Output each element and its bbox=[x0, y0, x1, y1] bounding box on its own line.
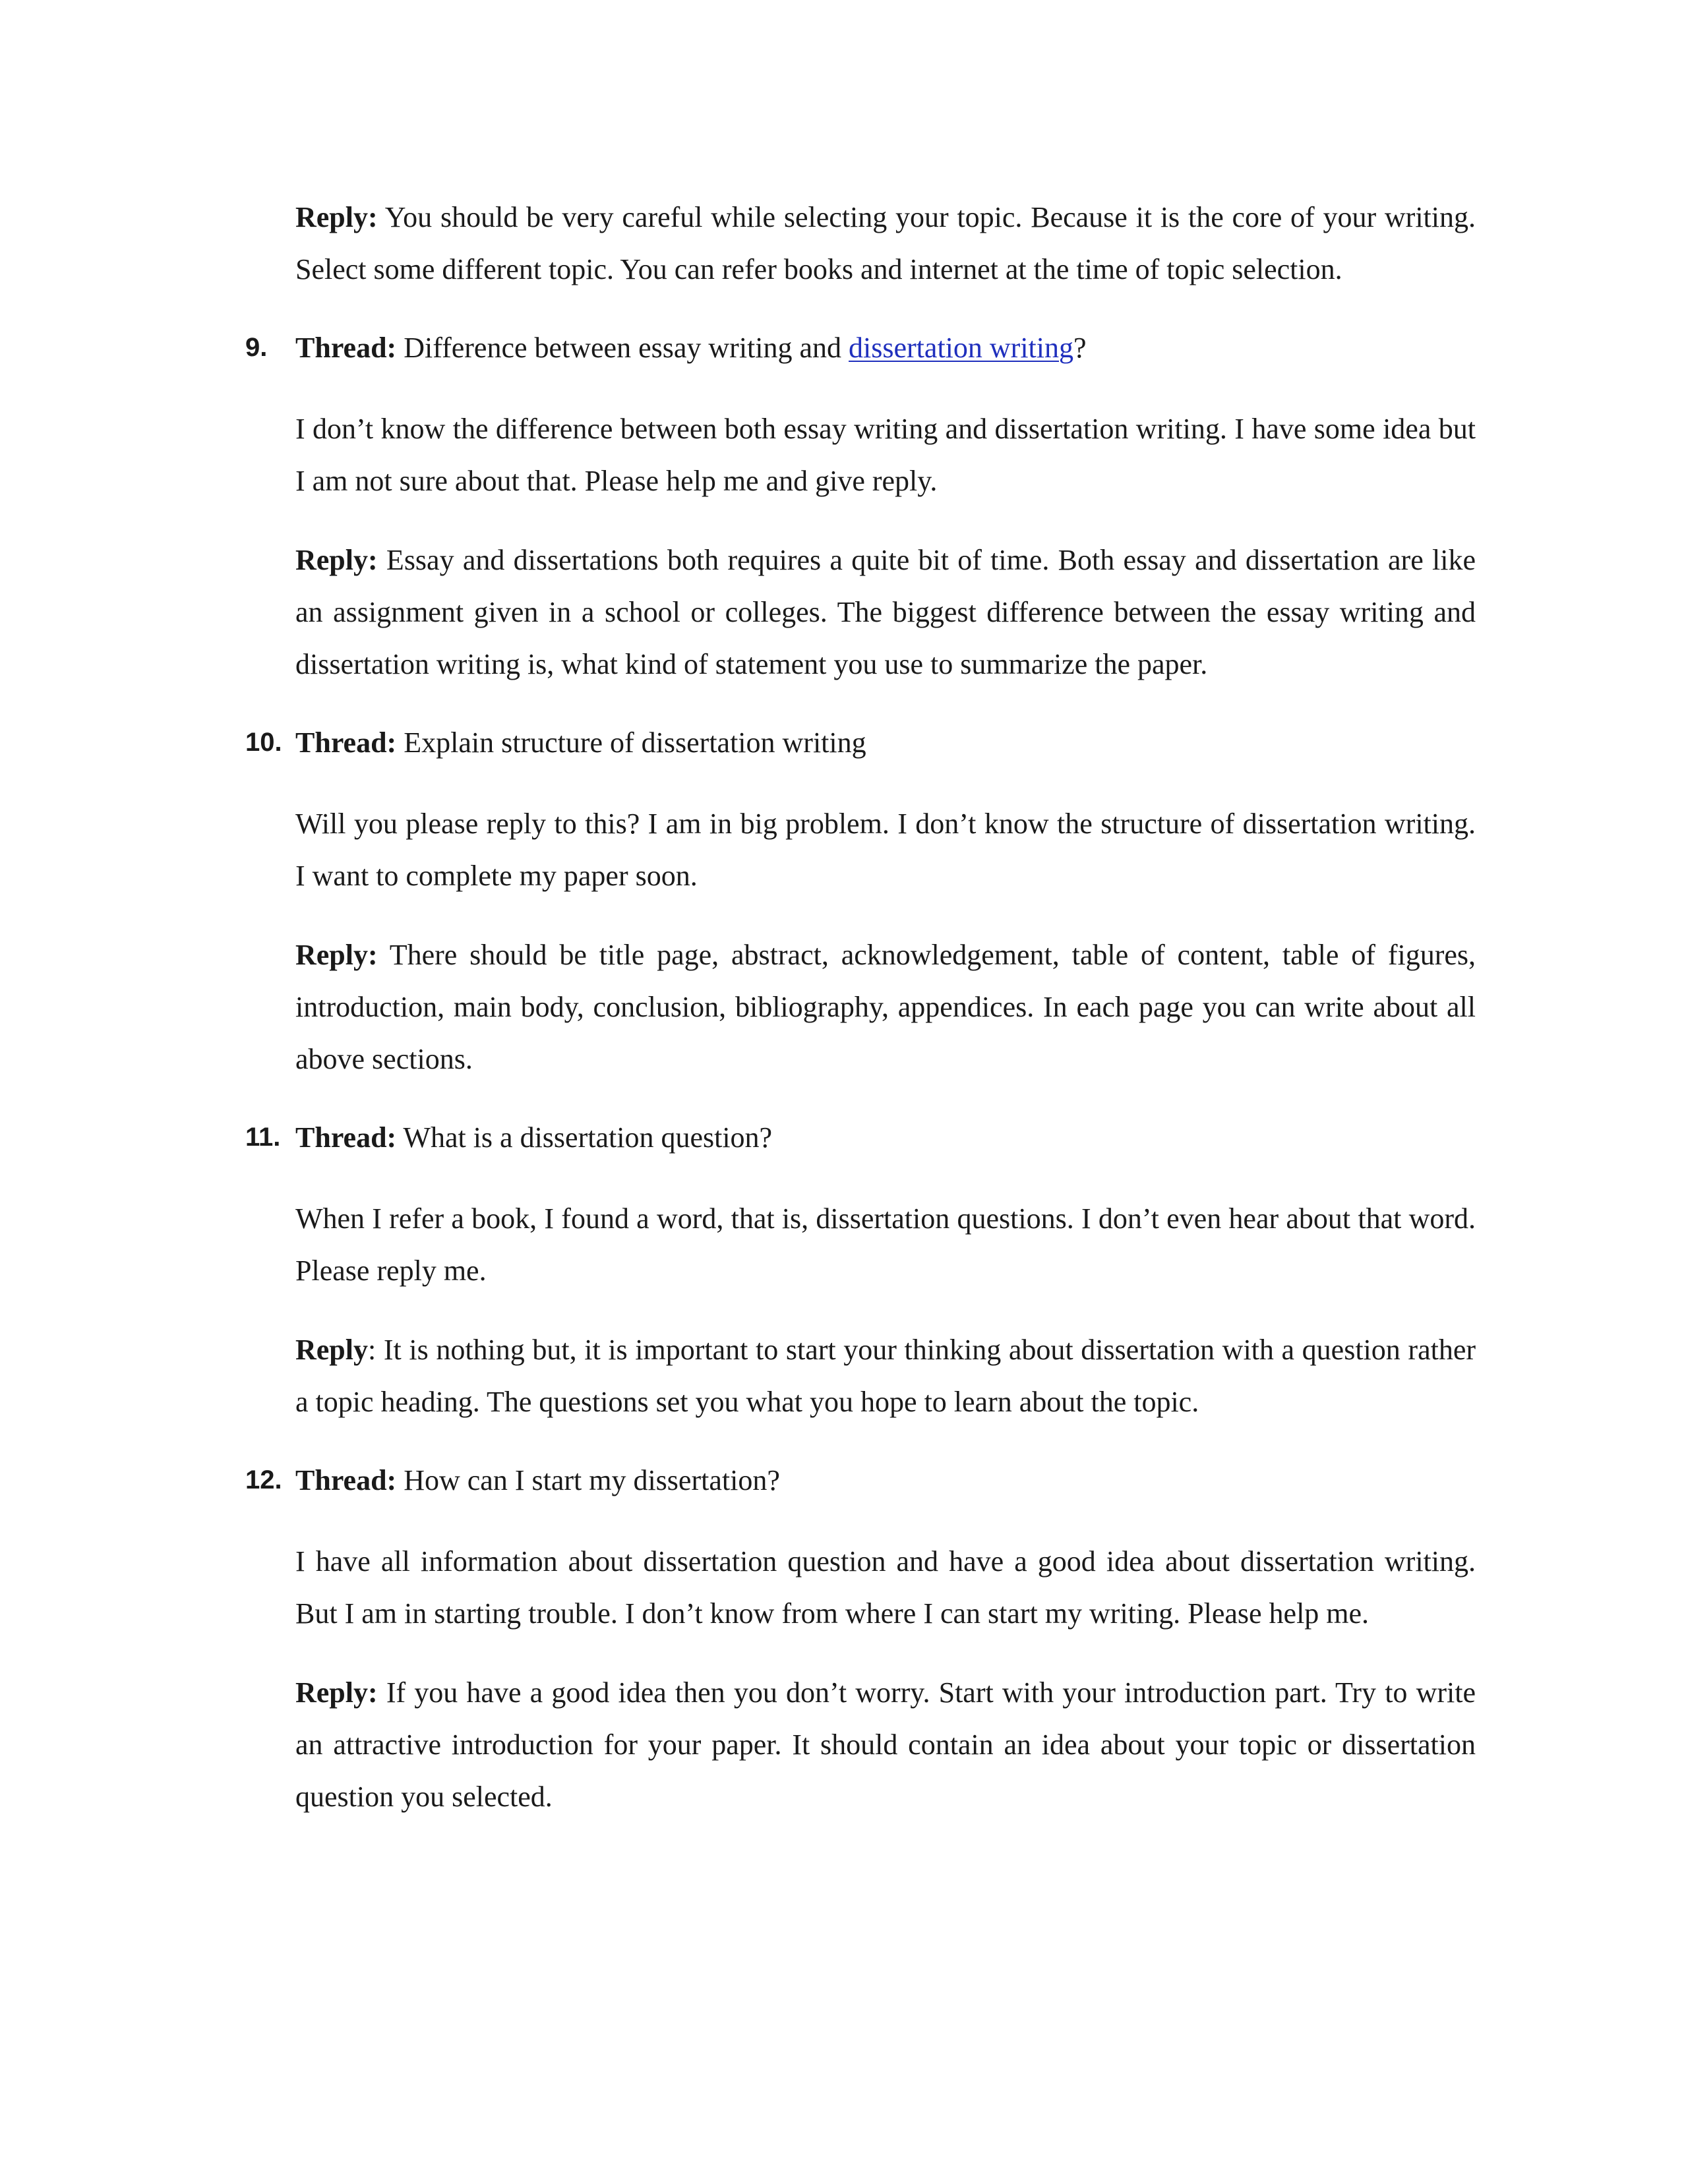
reply-label: Reply: bbox=[295, 544, 378, 576]
thread-label: Thread: bbox=[295, 1464, 397, 1496]
reply-paragraph bbox=[295, 929, 1476, 1085]
thread-heading-12 bbox=[245, 1454, 1476, 1506]
thread-heading-9 bbox=[245, 322, 1476, 374]
thread-label: Thread: bbox=[295, 332, 397, 364]
reply-paragraph bbox=[295, 1324, 1476, 1428]
question-paragraph: I don’t know the difference between both essay writing and dissertation writing. I have some idea but I am not sure about that. Please help me and give reply. bbox=[295, 413, 1476, 497]
thread-number: 12. bbox=[245, 1465, 282, 1494]
thread-title: Difference between essay writing and bbox=[396, 332, 849, 364]
reply-label: Reply: bbox=[295, 939, 378, 971]
thread-heading-11 bbox=[245, 1111, 1476, 1164]
reply-paragraph bbox=[295, 191, 1476, 295]
thread-number: 9. bbox=[245, 333, 268, 362]
thread-number: 11. bbox=[245, 1123, 281, 1152]
thread-title: Explain structure of dissertation writing bbox=[396, 726, 866, 759]
reply-label: Reply: bbox=[295, 201, 378, 233]
thread-heading-10 bbox=[245, 717, 1476, 769]
reply-text: : It is nothing but, it is important to start your thinking about dissertation with a question rather a topic heading. The questions set you what you hope to learn about the topic. bbox=[295, 1334, 1476, 1418]
reply-text: If you have a good idea then you don’t worry. Start with your introduction part. Try to write an attractive introduction for your paper. It should contain an idea about your topic or dissertation question you selected. bbox=[295, 1676, 1476, 1813]
question-paragraph: When I refer a book, I found a word, that is, dissertation questions. I don’t even hear about that word. Please reply me. bbox=[295, 1202, 1476, 1287]
thread-number: 10. bbox=[245, 728, 282, 757]
thread-title: How can I start my dissertation? bbox=[396, 1464, 780, 1496]
thread-title: What is a dissertation question? bbox=[396, 1121, 773, 1154]
question-paragraph: I have all information about dissertation question and have a good idea about dissertation writing. But I am in starting trouble. I don’t know from where I can start my writing. Please help me. bbox=[295, 1545, 1476, 1630]
reply-paragraph bbox=[295, 534, 1476, 690]
question-paragraph: Will you please reply to this? I am in big problem. I don’t know the structure of dissertation writing. I want to complete my paper soon. bbox=[295, 808, 1476, 892]
reply-text: You should be very careful while selecting your topic. Because it is the core of your writing. Select some different topic. You can refer books and internet at the time of topic selection. bbox=[295, 201, 1476, 285]
thread-title-end: ? bbox=[1073, 332, 1087, 364]
reply-label: Reply: bbox=[295, 1676, 378, 1709]
dissertation-writing-link[interactable]: dissertation writing bbox=[849, 332, 1073, 364]
thread-label: Thread: bbox=[295, 726, 397, 759]
document-body bbox=[245, 191, 1476, 1849]
reply-text: Essay and dissertations both requires a quite bit of time. Both essay and dissertation are like an assignment given in a school or colleges. The biggest difference between the essay writing and dissertation writing is, what kind of statement you use to summarize the paper. bbox=[295, 544, 1476, 680]
reply-label: Reply bbox=[295, 1334, 368, 1366]
reply-text: There should be title page, abstract, acknowledgement, table of content, table of figures, introduction, main body, conclusion, bibliography, appendices. In each page you can write about all above sections. bbox=[295, 939, 1476, 1075]
reply-paragraph bbox=[295, 1667, 1476, 1823]
thread-label: Thread: bbox=[295, 1121, 397, 1154]
